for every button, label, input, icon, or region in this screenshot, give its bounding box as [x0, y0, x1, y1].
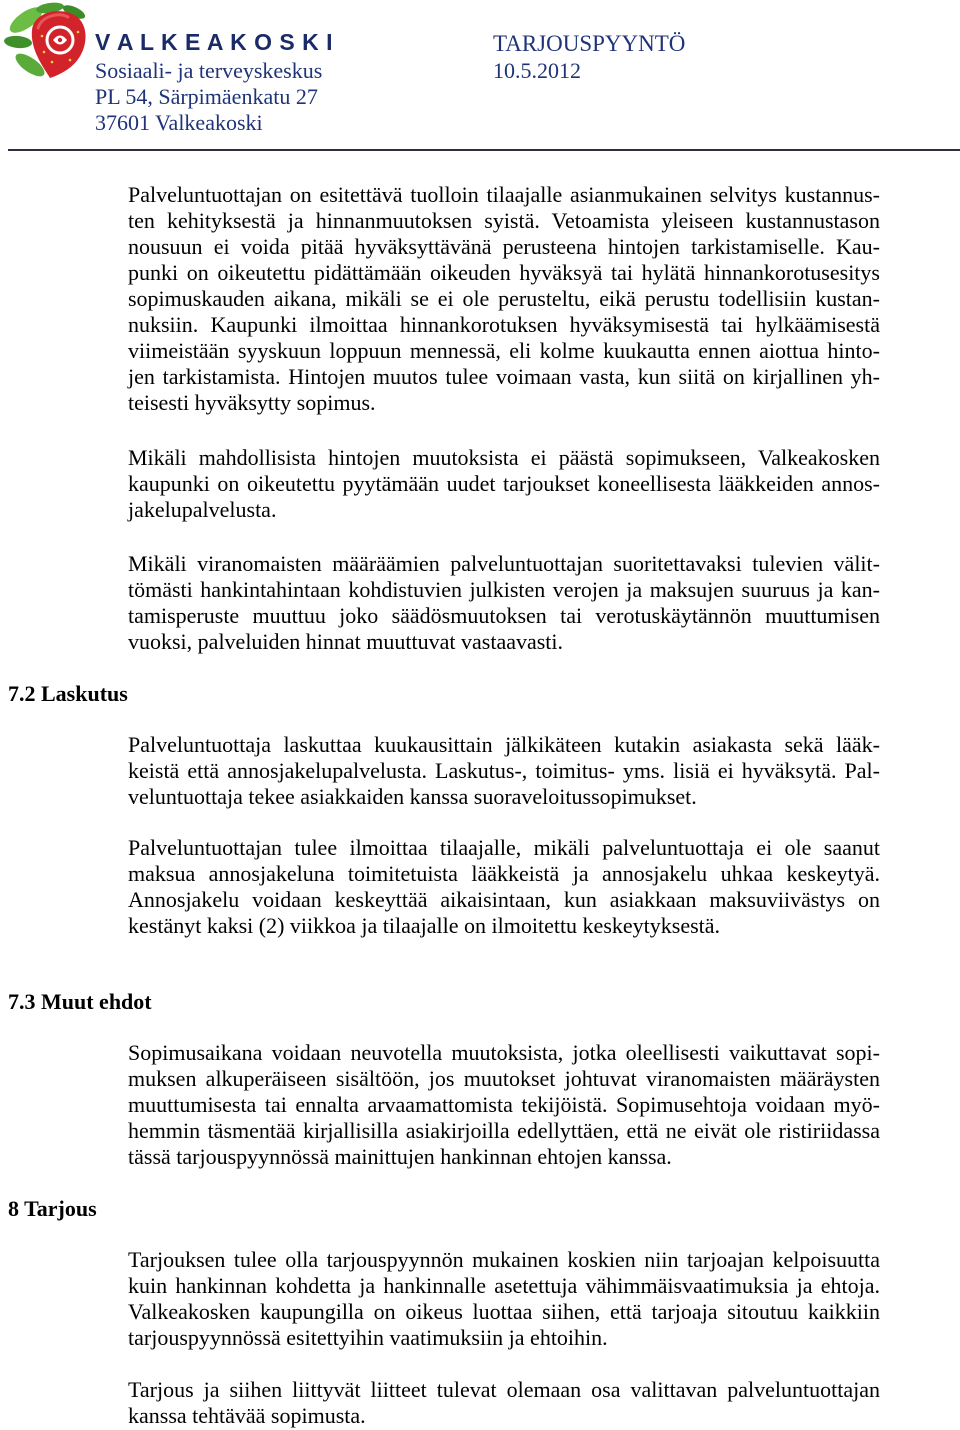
- text-line: punki on oikeutettu pidättämään oikeuden hyväksyä tai hylätä hinnankorotusesitys: [128, 260, 880, 285]
- text-line: teisesti hyväksytty sopimus.: [128, 390, 376, 415]
- address-street: PL 54, Särpimäenkatu 27: [95, 84, 318, 109]
- text-line: muuttumisesta tai ennalta arvaamattomista tekijöistä. Sopimusehtoja voidaan myö-: [128, 1092, 880, 1117]
- paragraph: [128, 445, 880, 523]
- address-city: 37601 Valkeakoski: [95, 110, 263, 135]
- paragraph: [128, 551, 880, 655]
- text-line: muksen alkuperäiseen sisältöön, jos muutokset johtuvat viranomaisten määräysten: [128, 1066, 880, 1091]
- text-line: viimeistään syyskuun loppuun mennessä, eli kolme kuukautta ennen aiottua hinto-: [128, 338, 880, 363]
- paragraph: [128, 182, 880, 416]
- section-heading: 7.3 Muut ehdot: [8, 989, 152, 1014]
- text-line: tässä tarjouspyynnössä mainittujen hankinnan ehtojen kanssa.: [128, 1144, 672, 1169]
- paragraph: [128, 1247, 880, 1351]
- org-name: V A L K E A K O S K I: [95, 29, 333, 55]
- document-date: 10.5.2012: [493, 58, 581, 83]
- strawberry-emblem-icon: [4, 0, 88, 82]
- paragraph: [128, 1040, 880, 1170]
- text-line: maksua annosjakeluna toimitetuista lääkkeistä ja annosjakelu uhkaa keskeytyä.: [128, 861, 880, 886]
- text-line: Palveluntuottajan on esitettävä tuolloin tilaajalle asianmukainen selvitys kustannus-: [128, 182, 880, 207]
- text-line: Tarjous ja siihen liittyvät liitteet tulevat olemaan osa valittavan palveluntuottajan: [128, 1377, 880, 1402]
- text-line: Mikäli viranomaisten määräämien palveluntuottajan suoritettavaksi tulevien välit-: [128, 551, 880, 576]
- text-line: kaupunki on oikeutettu pyytämään uudet tarjoukset koneellisesta lääkkeiden annos-: [128, 471, 880, 496]
- text-line: Palveluntuottajan tulee ilmoittaa tilaajalle, mikäli palveluntuottaja ei ole saanut: [128, 835, 880, 860]
- text-line: vuoksi, palveluiden hinnat muuttuvat vastaavasti.: [128, 629, 564, 654]
- text-line: sopimuskauden aikana, mikäli se ei ole perusteltu, eikä perustu todellisiin kustan-: [128, 286, 880, 311]
- header-divider: [8, 149, 960, 151]
- text-line: jakelupalvelusta.: [128, 497, 277, 522]
- document-type: TARJOUSPYYNTÖ: [493, 31, 686, 56]
- paragraph: [128, 1377, 880, 1429]
- text-line: kestänyt kaksi (2) viikkoa ja tilaajalle on ilmoitettu keskeytyksestä.: [128, 913, 721, 938]
- paragraph: [128, 732, 880, 810]
- text-line: Tarjouksen tulee olla tarjouspyynnön mukainen koskien niin tarjoajan kelpoisuutta: [128, 1247, 880, 1272]
- section-heading: 7.2 Laskutus: [8, 681, 128, 706]
- text-line: veluntuottaja tekee asiakkaiden kanssa suoraveloitussopimukset.: [128, 784, 697, 809]
- text-line: Sopimusaikana voidaan neuvotella muutoksista, jotka oleellisesti vaikuttavat sopi-: [128, 1040, 880, 1065]
- section-heading: 8 Tarjous: [8, 1196, 97, 1221]
- text-line: ten kehityksestä ja hinnanmuutoksen syistä. Vetoamista yleiseen kustannustason: [128, 208, 880, 233]
- text-line: nuksiin. Kaupunki ilmoittaa hinnankorotuksen hyväksymisestä tai hylkäämisestä: [128, 312, 880, 337]
- text-line: Palveluntuottaja laskuttaa kuukausittain jälkikäteen kutakin asiakasta sekä lääk-: [128, 732, 880, 757]
- text-line: Valkeakosken kaupungilla on oikeus luottaa siihen, että tarjoaja sitoutuu kaikkiin: [128, 1299, 880, 1324]
- text-line: nousuun ei voida pitää hyväksyttävänä perusteena hintojen tarkistamiselle. Kau-: [128, 234, 880, 259]
- text-line: tarjouspyynnössä esitettyihin vaatimuksiin ja ehtoihin.: [128, 1325, 608, 1350]
- text-line: jen tarkistamista. Hintojen muutos tulee voimaan vasta, kun siitä on kirjallinen yh-: [128, 364, 880, 389]
- text-line: kanssa tehtävää sopimusta.: [128, 1403, 366, 1428]
- text-line: Annosjakelu voidaan keskeyttää aikaisintaan, kun asiakkaan maksuviivästys on: [128, 887, 880, 912]
- paragraph: [128, 835, 880, 939]
- text-line: keistä että annosjakelupalvelusta. Laskutus-, toimitus- yms. lisiä ei hyväksytä. Pal-: [128, 758, 880, 783]
- department-name: Sosiaali- ja terveyskeskus: [95, 58, 323, 83]
- text-line: hemmin täsmentää kirjallisilla asiakirjoilla edellyttäen, että ne eivät ole ristiriidassa: [128, 1118, 880, 1143]
- text-line: tömästi hankintahintaan kohdistuvien julkisten verojen ja maksujen suuruus ja kan-: [128, 577, 880, 602]
- text-line: Mikäli mahdollisista hintojen muutoksista ei päästä sopimukseen, Valkeakosken: [128, 445, 880, 470]
- text-line: kuin hankinnan kohdetta ja hankinnalle asetettuja vähimmäisvaatimuksia ja ehtoja.: [128, 1273, 880, 1298]
- city-logo-icon: [4, 0, 88, 82]
- text-line: tamisperuste muuttuu joko säädösmuutoksen tai verotuskäytännön muuttumisen: [128, 603, 880, 628]
